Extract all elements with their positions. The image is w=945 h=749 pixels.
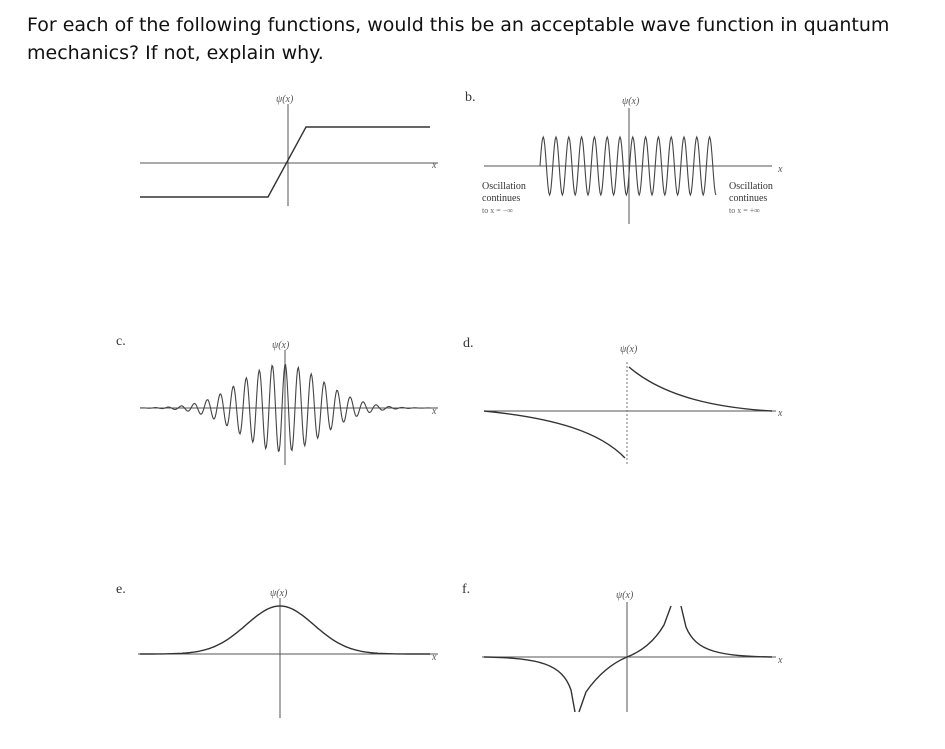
panel-a-xlabel: x — [432, 160, 437, 171]
panel-f-far-left-branch — [484, 657, 575, 712]
panel-a — [140, 94, 438, 206]
panel-b-left-note-3: to x = −∞ — [482, 206, 513, 215]
panel-b-left-note-1: Oscillation — [482, 181, 526, 192]
panel-c-wave-packet-curve — [140, 365, 438, 451]
panel-f-ylabel: ψ(x) — [616, 590, 634, 601]
panel-f-far-right-branch — [681, 606, 772, 657]
panel-f — [462, 582, 783, 712]
panel-a-ylabel: ψ(x) — [276, 94, 294, 105]
panel-b-letter: b. — [465, 90, 476, 105]
panel-a-step-curve — [140, 127, 430, 197]
panel-e-ylabel: ψ(x) — [270, 588, 288, 599]
panel-c-letter: c. — [116, 334, 126, 349]
panel-c-xlabel: x — [432, 406, 437, 417]
panel-c — [116, 334, 438, 465]
panel-b-ylabel: ψ(x) — [622, 96, 640, 107]
question-text: For each of the following functions, would this be an acceptable wave function in quantum mechanics? If not, explain why. — [27, 14, 890, 64]
panel-c-ylabel: ψ(x) — [272, 340, 290, 351]
panel-d-ylabel: ψ(x) — [620, 344, 638, 355]
panel-f-xlabel: x — [778, 655, 783, 666]
panel-b-right-note-1: Oscillation — [729, 181, 773, 192]
panel-e-gaussian-curve — [140, 606, 430, 654]
panel-d-xlabel: x — [778, 408, 783, 419]
panel-b — [465, 90, 783, 224]
panel-e — [116, 582, 438, 718]
panel-d — [463, 336, 783, 465]
panel-b-right-note-2: continues — [729, 193, 768, 204]
panel-e-letter: e. — [116, 582, 126, 597]
panel-b-right-note-3: to x = +∞ — [729, 206, 760, 215]
panel-b-xlabel: x — [778, 164, 783, 175]
panel-f-letter: f. — [462, 582, 471, 597]
panel-d-letter: d. — [463, 336, 474, 351]
panel-b-left-note-2: continues — [482, 193, 521, 204]
panel-f-middle-branch — [579, 606, 671, 712]
panel-d-left-branch — [484, 411, 625, 458]
panel-d-right-branch — [629, 367, 772, 411]
panel-e-xlabel: x — [432, 652, 437, 663]
